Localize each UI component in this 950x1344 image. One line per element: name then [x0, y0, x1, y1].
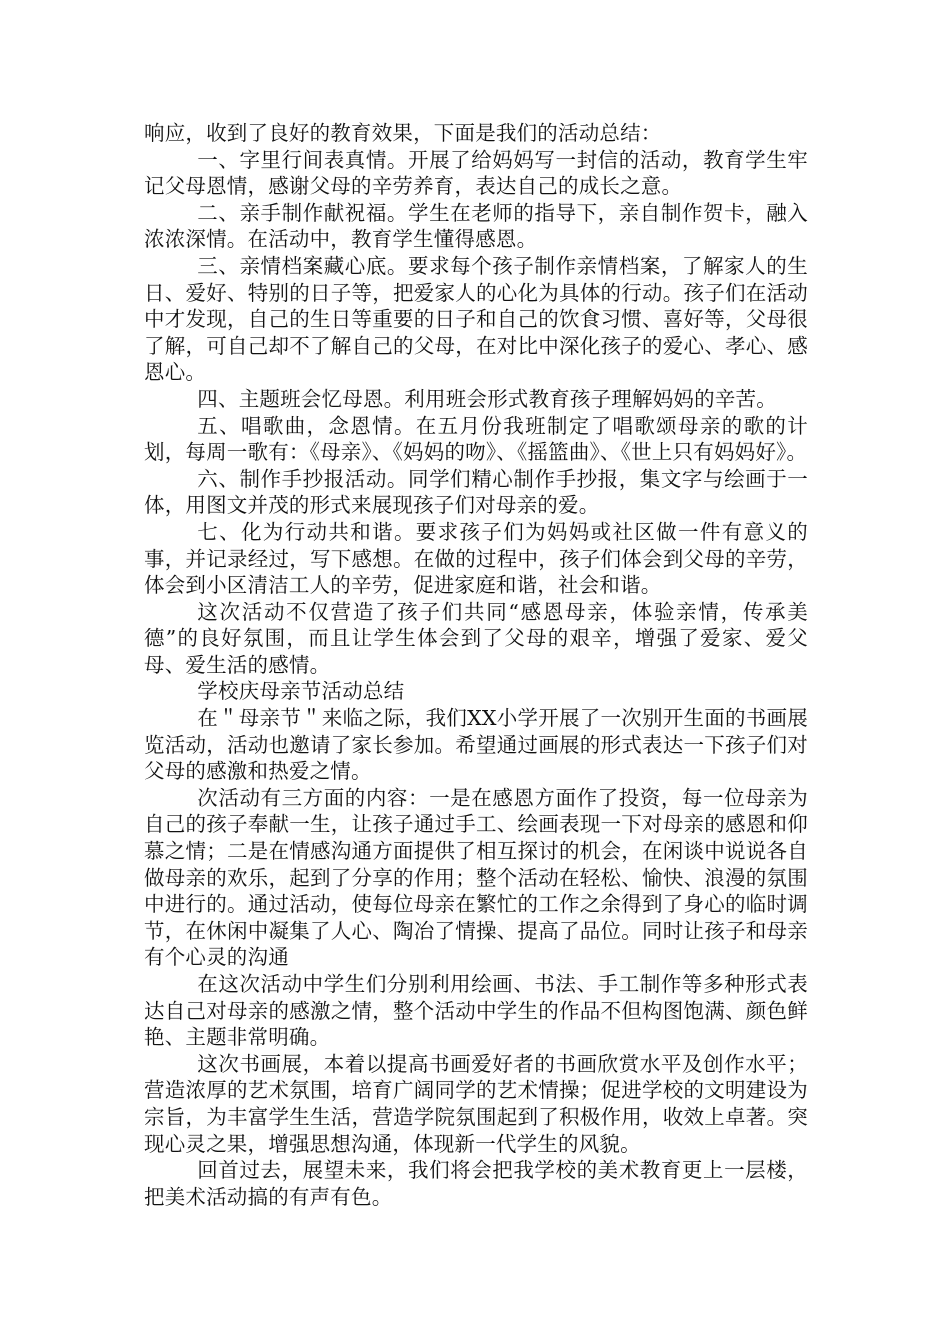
- paragraph-student-works: 在这次活动中学生们分别利用绘画、书法、手工制作等多种形式表达自己对母亲的感激之情，整个活动中学生的作品不但构图饱满、颜色鲜艳、主题非常明确。: [144, 972, 808, 1050]
- paragraph-intro: 响应，收到了良好的教育效果，下面是我们的活动总结：: [144, 121, 662, 145]
- paragraph-exhibition-intro: 在＂母亲节＂来临之际，我们XX小学开展了一次别开生面的书画展览活动，活动也邀请了家长参加。希望通过画展的形式表达一下孩子们对父母的感激和热爱之情。: [144, 706, 808, 784]
- paragraph-outlook: 回首过去，展望未来，我们将会把我学校的美术教育更上一层楼，把美术活动搞的有声有色。: [144, 1158, 808, 1209]
- paragraph-item-1: 一、字里行间表真情。开展了给妈妈写一封信的活动，教育学生牢记父母恩情，感谢父母的辛劳养育，表达自己的成长之意。: [144, 147, 808, 199]
- paragraph-item-4: 四、主题班会忆母恩。利用班会形式教育孩子理解妈妈的辛苦。: [197, 386, 777, 411]
- paragraph-conclusion: 这次活动不仅营造了孩子们共同“感恩母亲，体验亲情，传承美德”的良好氛围，而且让学生体会到了父母的艰辛，增强了爱家、爱父母、爱生活的感情。: [144, 599, 808, 677]
- document-page: [144, 120, 808, 1210]
- paragraph-item-7: 七、化为行动共和谐。要求孩子们为妈妈或社区做一件有意义的事，并记录经过，写下感想。在做的过程中，孩子们体会到父母的辛劳，体会到小区清洁工人的辛劳，促进家庭和谐，社会和谐。: [144, 519, 808, 598]
- paragraph-item-3: 三、亲情档案藏心底。要求每个孩子制作亲情档案，了解家人的生日、爱好、特别的日子等，把爱家人的心化为具体的行动。孩子们在活动中才发现，自己的生日等重要的日子和自己的饮食习惯、喜好等，父母很了解，可自己却不了解自己的父母，在对比中深化孩子的爱心、孝心、感恩心。: [144, 253, 808, 385]
- paragraph-item-5: 五、唱歌曲，念恩情。在五月份我班制定了唱歌颂母亲的歌的计划，每周一歌有：《母亲》、《妈妈的吻》、《摇篮曲》、《世上只有妈妈好》。: [144, 413, 808, 465]
- paragraph-exhibition-content: 次活动有三方面的内容：一是在感恩方面作了投资，每一位母亲为自己的孩子奉献一生，让孩子通过手工、绘画表现一下对母亲的感恩和仰慕之情；二是在情感沟通方面提供了相互探讨的机会，在闲谈中说说各自做母亲的欢乐，起到了分享的作用；整个活动在轻松、愉快、浪漫的氛围中进行的。通过活动，使每位母亲在繁忙的工作之余得到了身心的临时调节，在休闲中凝集了人心、陶冶了情操、提高了品位。同时让孩子和母亲有个心灵的沟通: [144, 785, 808, 970]
- paragraph-item-6: 六、制作手抄报活动。同学们精心制作手抄报，集文字与绘画于一体，用图文并茂的形式来展现孩子们对母亲的爱。: [144, 466, 808, 518]
- section-heading: 学校庆母亲节活动总结: [197, 679, 405, 704]
- paragraph-exhibition-purpose: 这次书画展，本着以提高书画爱好者的书画欣赏水平及创作水平；营造浓厚的艺术氛围，培育广阔同学的艺术情操；促进学校的文明建设为宗旨，为丰富学生生活，营造学院氛围起到了积极作用，收效上卓著。突现心灵之果，增强思想沟通，体现新一代学生的风貌。: [144, 1051, 808, 1156]
- paragraph-item-2: 二、亲手制作献祝福。学生在老师的指导下，亲自制作贺卡，融入浓浓深情。在活动中，教育学生懂得感恩。: [144, 200, 808, 252]
